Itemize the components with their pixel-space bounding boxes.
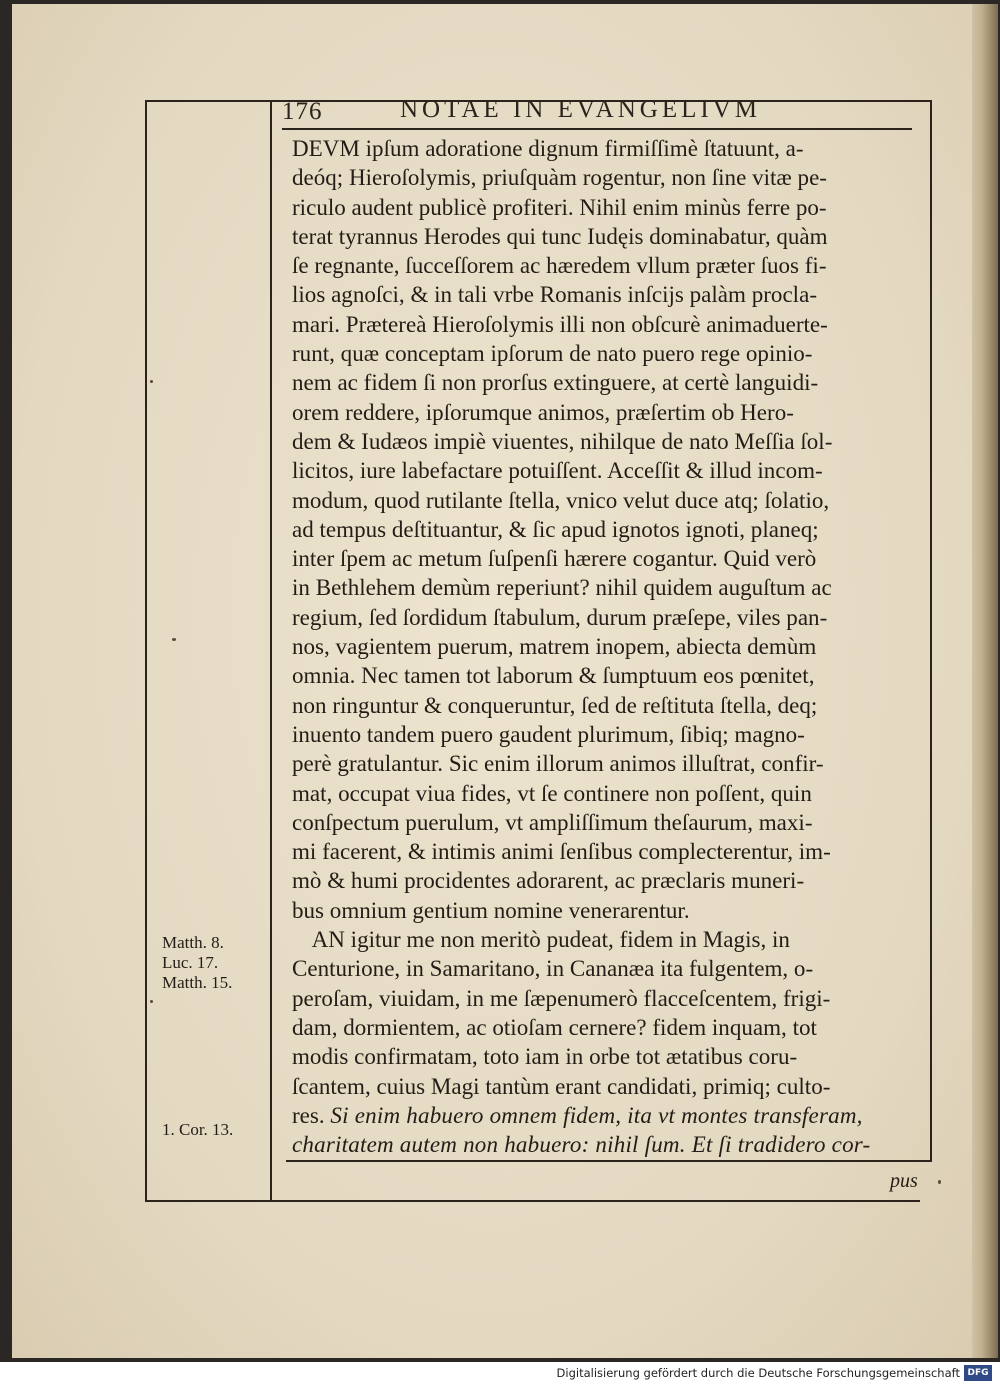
gutter-rule — [270, 100, 272, 1202]
text-line: bus omnium gentium nomine venerarentur. — [292, 897, 690, 924]
text-line: charitatem autem non habuero: nihil ſum. Et ſi tradidero cor- — [292, 1132, 871, 1159]
text-line: inuento tandem puero gaudent plurimum, ſibiq; magno- — [292, 721, 805, 748]
text-line: riculo audent publicè profiteri. Nihil enim minùs ferre po- — [292, 194, 827, 221]
catchword: pus — [890, 1170, 918, 1192]
text-line: deóq; Hieroſolymis, priuſquàm rogentur, non ſine vitæ pe- — [292, 165, 827, 192]
left-frame-rule — [145, 100, 147, 1202]
ink-speck — [150, 1000, 153, 1003]
text-roman: res. — [292, 1102, 331, 1129]
margin-ref: Matth. 15. — [162, 973, 233, 992]
ink-speck — [172, 638, 176, 641]
text-line: dem & Iudæos impiè viuentes, nihilque de nato Meſſia ſol- — [292, 428, 833, 455]
digitization-footer — [0, 1362, 1000, 1385]
body-text — [292, 135, 932, 1160]
text-line: runt, quæ conceptam ipſorum de nato puero rege opinio- — [292, 341, 813, 368]
text-line — [292, 1102, 920, 1131]
text-line: mò & humi procidentes adorarent, ac præclaris muneri- — [292, 868, 805, 895]
ink-speck — [150, 380, 153, 383]
margin-note-group-a — [162, 933, 232, 993]
footer-credit: Digitalisierung gefördert durch die Deutsche Forschungsgemeinschaft — [556, 1366, 960, 1380]
text-line: in Bethlehem demùm reperiunt? nihil quidem auguſtum ac — [292, 575, 832, 602]
text-line: ſcantem, cuius Magi tantùm erant candidati, primiq; culto- — [292, 1073, 831, 1100]
margin-note-group-b — [162, 1120, 233, 1140]
text-line: non ringuntur & conqueruntur, ſed de reſtituta ſtella, deq; — [292, 692, 818, 719]
margin-ref: 1. Cor. 13. — [162, 1120, 234, 1139]
ink-speck — [938, 1180, 941, 1184]
text-line: ſe regnante, ſucceſſorem ac hæredem vllum præter ſuos fi- — [292, 253, 827, 280]
page-number: 176 — [282, 98, 323, 125]
text-line: Centurione, in Samaritano, in Cananæa ita fulgentem, o- — [292, 956, 814, 983]
text-line: ad tempus deſtituantur, & ſic apud ignotos ignoti, planeq; — [292, 516, 819, 543]
text-italic: Si enim habuero omnem fidem, ita vt montes transferam, — [330, 1102, 863, 1129]
text-line: inter ſpem ac metum ſuſpenſi hærere cogantur. Quid verò — [292, 546, 817, 573]
text-line: regium, ſed ſordidum ſtabulum, durum præſepe, viles pan- — [292, 604, 828, 631]
text-line: nem ac fidem ſi non prorſus extinguere, at certè languidi- — [292, 370, 819, 397]
running-title: NOTAE IN EVANGELIVM — [400, 96, 761, 123]
text-line: nos, vagientem puerum, matrem inopem, abiecta demùm — [292, 634, 817, 661]
text-line: conſpectum puerulum, vt ampliſſimum theſaurum, maxi- — [292, 809, 813, 836]
text-line: peroſam, viuidam, in me ſæpenumerò flacceſcentem, frigi- — [292, 985, 831, 1012]
text-line: mari. Prætereà Hieroſolymis illi non obſcurè animaduerte- — [292, 311, 828, 338]
bottom-rule — [145, 1200, 920, 1202]
text-line: lios agnoſci, & in tali vrbe Romanis inſcijs palàm procla- — [292, 282, 818, 309]
text-line: modis confirmatam, toto iam in orbe tot ætatibus coru- — [292, 1044, 798, 1071]
text-line: dam, dormientem, ac otioſam cernere? fidem inquam, tot — [292, 1014, 817, 1041]
text-line: modum, quod rutilante ſtella, vnico velut duce atq; ſolatio, — [292, 487, 830, 514]
text-line: AN igitur me non meritò pudeat, fidem in Magis, in — [311, 927, 790, 954]
text-line: orem reddere, ipſorumque animos, præſertim ob Hero- — [292, 399, 794, 426]
text-line: DEVM ipſum adoratione dignum firmiſſimè ſtatuunt, a- — [292, 136, 804, 162]
text-line: omnia. Nec tamen tot laborum & ſumptuum eos pœnitet, — [292, 663, 815, 690]
margin-ref: Matth. 8. — [162, 933, 224, 952]
running-header — [282, 96, 922, 132]
text-line: mat, occupat viua fides, vt ſe continere non poſſent, quin — [292, 780, 812, 807]
margin-ref: Luc. 17. — [162, 953, 219, 972]
page-edge — [972, 4, 998, 1358]
text-line: terat tyrannus Herodes qui tunc Iudęis dominabatur, quàm — [292, 223, 828, 250]
text-line: perè gratulantur. Sic enim illorum animos illuſtrat, confir- — [292, 751, 824, 778]
text-line: mi facerent, & intimis animi ſenſibus complecterentur, im- — [292, 839, 831, 866]
dfg-logo: DFG — [964, 1365, 992, 1381]
text-line: licitos, iure labefactare potuiſſent. Acceſſit & illud incom- — [292, 458, 823, 485]
